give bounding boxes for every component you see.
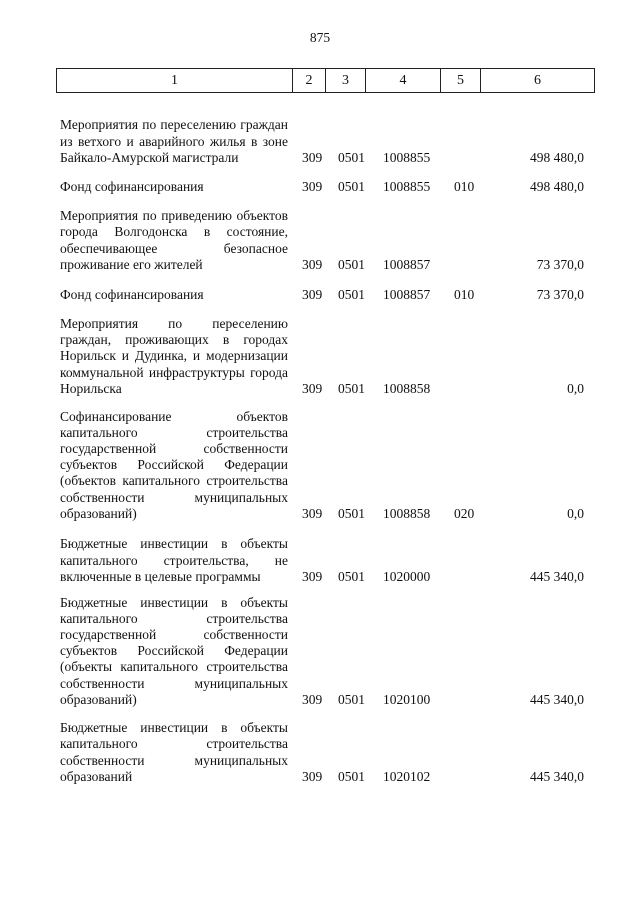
row-col-4: 1020000 xyxy=(383,568,431,584)
row-col-2: 309 xyxy=(302,568,323,584)
row-col-6: 0,0 xyxy=(567,380,584,396)
row-col-4: 1008855 xyxy=(383,178,431,194)
row-col-2: 309 xyxy=(302,768,323,784)
row-col-2: 309 xyxy=(302,380,323,396)
row-col-6: 73 370,0 xyxy=(536,286,584,302)
row-col-3: 0501 xyxy=(338,691,365,707)
row-description: Мероприятия по переселению граждан из ветхого и аварийного жилья в зоне Байкало-Амурской магистрали xyxy=(60,117,288,165)
row-col-4: 1020102 xyxy=(383,768,431,784)
row-col-2: 309 xyxy=(302,505,323,521)
row-description: Фонд софинансирования xyxy=(60,178,204,194)
row-col-6: 0,0 xyxy=(567,505,584,521)
row-col-5: 020 xyxy=(454,505,475,521)
row-description: Бюджетные инвестиции в объекты капитального строительства собственности муниципальных образований xyxy=(60,720,288,784)
row-col-4: 1008855 xyxy=(383,149,431,165)
row-col-2: 309 xyxy=(302,691,323,707)
row-col-2: 309 xyxy=(302,286,323,302)
row-description: Софинансирование объектов капитального строительства государственной собственности субъектов Российской Федерации (объектов капитального строительства собственности муниципальных образований) xyxy=(60,408,288,521)
row-col-6: 445 340,0 xyxy=(530,768,584,784)
row-col-4: 1008858 xyxy=(383,380,431,396)
row-col-4: 1020100 xyxy=(383,691,431,707)
table-row xyxy=(56,0,595,785)
row-col-4: 1008857 xyxy=(383,256,431,272)
row-description: Мероприятия по приведению объектов города Волгодонска в состояние, обеспечивающее безопасное проживание его жителей xyxy=(60,208,288,272)
row-col-3: 0501 xyxy=(338,256,365,272)
row-description: Бюджетные инвестиции в объекты капитального строительства, не включенные в целевые программы xyxy=(60,536,288,584)
row-col-3: 0501 xyxy=(338,178,365,194)
row-col-5: 010 xyxy=(454,178,475,194)
header-col-3: 3 xyxy=(326,69,366,92)
header-col-2: 2 xyxy=(293,69,326,92)
row-col-3: 0501 xyxy=(338,286,365,302)
row-col-3: 0501 xyxy=(338,505,365,521)
header-col-1: 1 xyxy=(57,69,293,92)
row-description: Бюджетные инвестиции в объекты капитального строительства государственной собственности субъектов Российской Федерации (объекты капитального строительства собственности муниципальных образований) xyxy=(60,594,288,707)
row-col-6: 445 340,0 xyxy=(530,691,584,707)
row-description: Фонд софинансирования xyxy=(60,286,204,302)
row-col-3: 0501 xyxy=(338,768,365,784)
row-col-3: 0501 xyxy=(338,380,365,396)
row-col-6: 73 370,0 xyxy=(536,256,584,272)
row-col-6: 498 480,0 xyxy=(530,178,584,194)
row-col-4: 1008857 xyxy=(383,286,431,302)
page-number: 875 xyxy=(309,30,331,45)
row-col-6: 445 340,0 xyxy=(530,568,584,584)
row-col-3: 0501 xyxy=(338,568,365,584)
row-col-6: 498 480,0 xyxy=(530,149,584,165)
row-col-5: 010 xyxy=(454,286,475,302)
row-col-4: 1008858 xyxy=(383,505,431,521)
header-col-4: 4 xyxy=(366,69,441,92)
row-description: Мероприятия по переселению граждан, проживающих в городах Норильск и Дудинка, и модернизации коммунальной инфраструктуры города Норильска xyxy=(60,315,288,396)
row-col-2: 309 xyxy=(302,256,323,272)
row-col-2: 309 xyxy=(302,149,323,165)
header-col-6: 6 xyxy=(534,73,541,88)
row-col-2: 309 xyxy=(302,178,323,194)
row-col-3: 0501 xyxy=(338,149,365,165)
header-col-5: 5 xyxy=(441,69,481,92)
